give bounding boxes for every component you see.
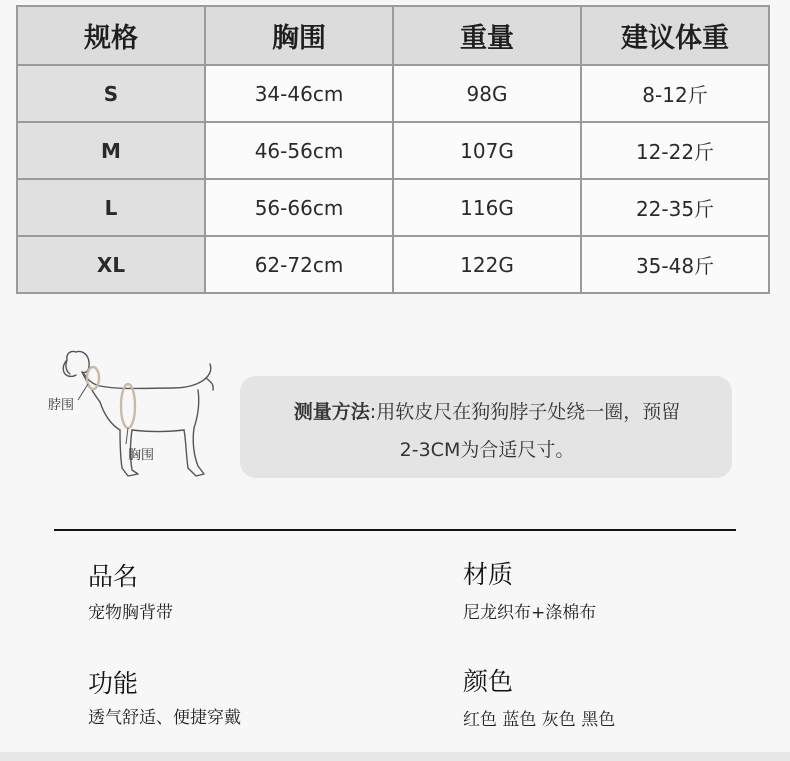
product-name-label: 品名	[88, 562, 139, 591]
section-divider	[54, 529, 736, 531]
chest-girth-label: 胸围	[128, 448, 155, 463]
size-cell: M	[17, 122, 205, 179]
weight-cell: 116G	[393, 179, 581, 236]
chest-cell: 34-46cm	[205, 65, 393, 122]
table-row	[17, 122, 769, 179]
header-size: 规格	[17, 6, 205, 65]
table-row	[17, 65, 769, 122]
neck-girth-label: 脖围	[48, 398, 75, 413]
method-text-line2: 2-3CM为合适尺寸。	[399, 439, 575, 461]
dog-silhouette-icon	[48, 344, 223, 484]
method-title: 测量方法	[293, 401, 370, 423]
weight-cell: 107G	[393, 122, 581, 179]
chest-cell: 62-72cm	[205, 236, 393, 293]
weight-cell: 122G	[393, 236, 581, 293]
header-pet-weight: 建议体重	[581, 6, 769, 65]
color-value: 红色 蓝色 灰色 黑色	[463, 710, 616, 730]
table-row	[17, 236, 769, 293]
function-label: 功能	[88, 669, 139, 698]
table-row	[17, 179, 769, 236]
table-header-row	[17, 6, 769, 65]
size-cell: XL	[17, 236, 205, 293]
bottom-strip	[0, 752, 790, 761]
product-name-value: 宠物胸背带	[88, 603, 173, 623]
neck-strap-icon	[87, 367, 99, 389]
color-label: 颜色	[463, 667, 514, 696]
method-text: :用软皮尺在狗狗脖子处绕一圈，预留	[369, 401, 681, 423]
header-weight: 重量	[393, 6, 581, 65]
dog-measurement-diagram	[48, 344, 223, 484]
material-label: 材质	[463, 560, 514, 589]
weight-cell: 98G	[393, 65, 581, 122]
chest-cell: 56-66cm	[205, 179, 393, 236]
pet-weight-cell: 35-48斤	[581, 236, 769, 293]
pet-weight-cell: 22-35斤	[581, 179, 769, 236]
pet-weight-cell: 12-22斤	[581, 122, 769, 179]
chest-cell: 46-56cm	[205, 122, 393, 179]
chest-strap-icon	[121, 384, 135, 428]
pet-weight-cell: 8-12斤	[581, 65, 769, 122]
size-cell: L	[17, 179, 205, 236]
header-chest: 胸围	[205, 6, 393, 65]
measurement-method-box	[240, 376, 732, 478]
function-value: 透气舒适、便捷穿戴	[88, 708, 241, 728]
material-value: 尼龙织布+涤棉布	[463, 603, 597, 623]
size-chart-table	[16, 5, 770, 294]
size-cell: S	[17, 65, 205, 122]
